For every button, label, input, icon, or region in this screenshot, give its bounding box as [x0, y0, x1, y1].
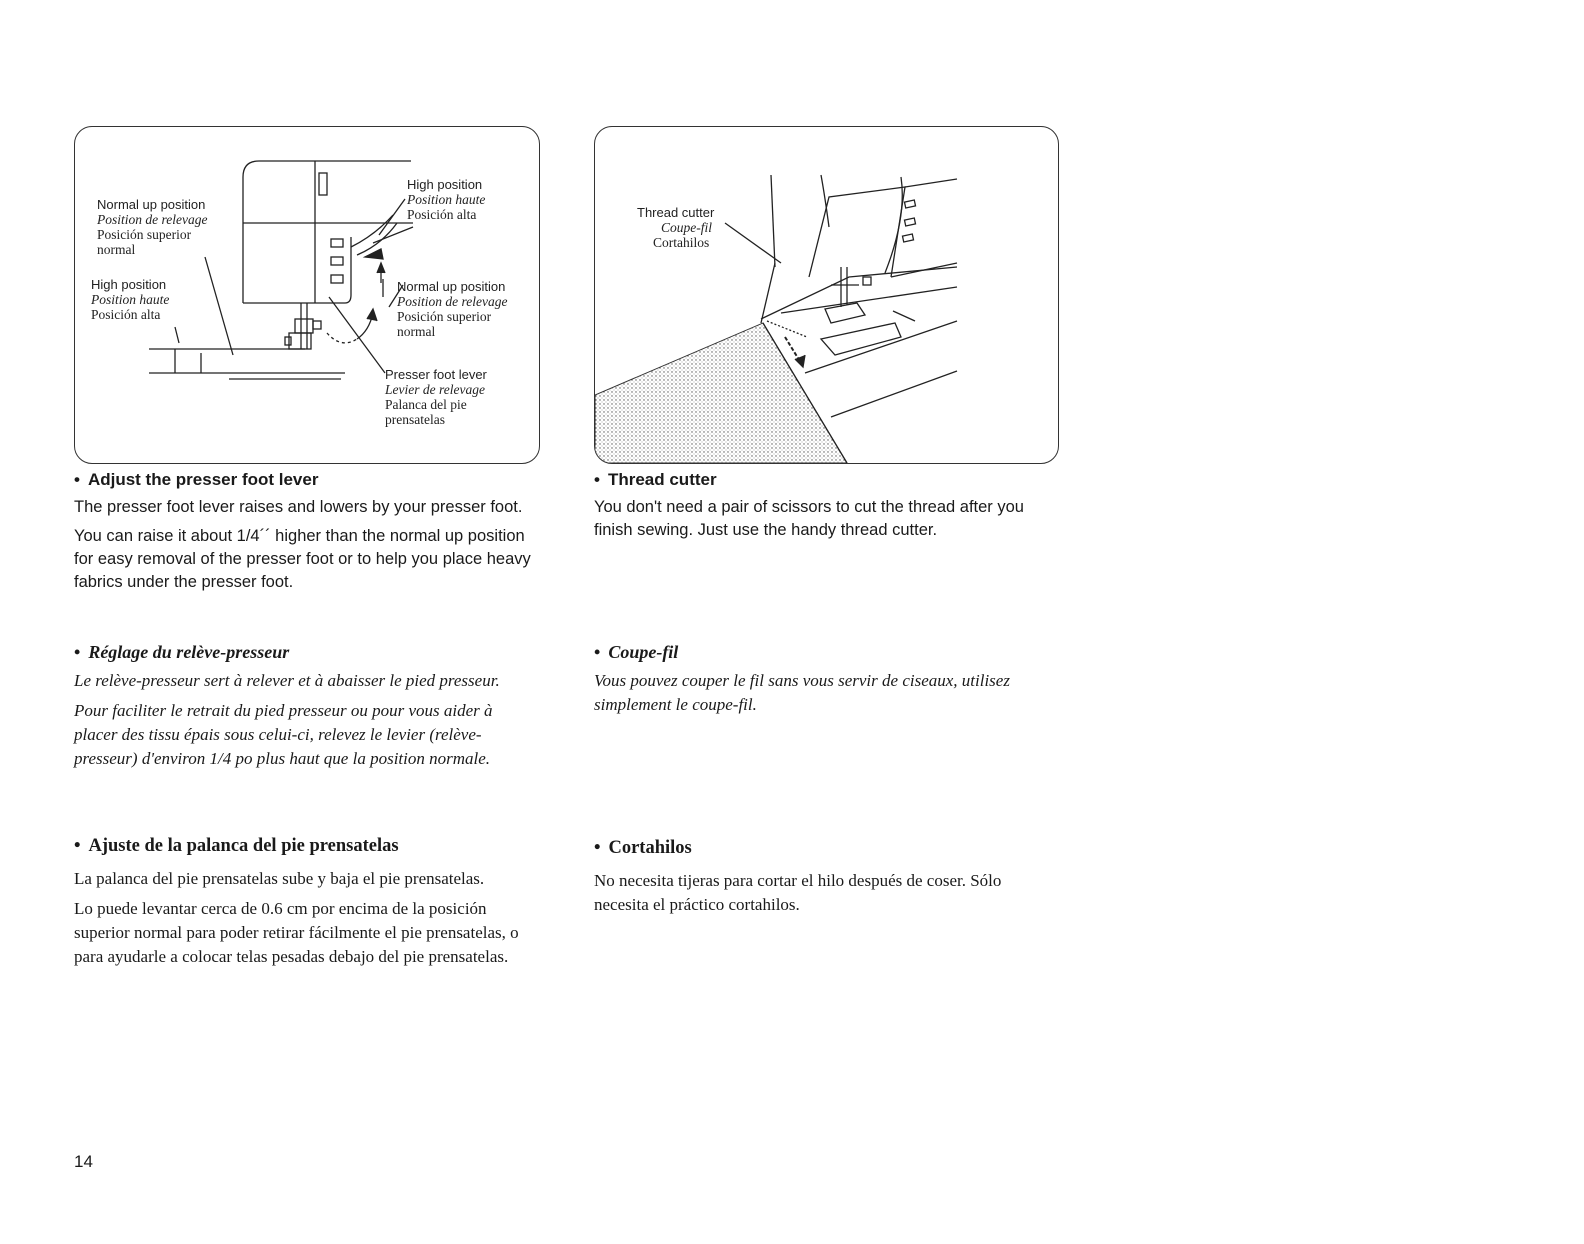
- label-fr: Position haute: [407, 192, 486, 207]
- thread-cutter-drawing: [595, 127, 1058, 463]
- section-fr-thread-cutter: [594, 642, 1059, 717]
- label-es-2: normal: [97, 242, 136, 257]
- fabric-shading: [595, 323, 847, 463]
- heading-es: [74, 836, 539, 857]
- bullet: •: [74, 836, 81, 856]
- label-es: Posición alta: [91, 307, 161, 322]
- heading-es: [594, 838, 1059, 859]
- heading-text: Ajuste de la palanca del pie prensatelas: [88, 836, 399, 856]
- label-en: Thread cutter: [637, 205, 715, 220]
- heading-text: Thread cutter: [607, 470, 717, 489]
- heading-en: [74, 470, 539, 490]
- label-normal-up-position: [97, 197, 207, 257]
- label-en: Normal up position: [97, 197, 206, 212]
- paragraph: Pour faciliter le retrait du pied presseur ou pour vous aider à placer des tissu épais sous celui-ci, relevez le levier (relève-presseur) d'environ 1/4 po plus haut que la position normale.: [74, 701, 493, 768]
- label-high-position-left: [91, 277, 169, 322]
- section-fr-presser-foot: [74, 642, 539, 771]
- section-es-presser-foot: [74, 836, 539, 969]
- heading-en: [594, 470, 1059, 490]
- bullet: •: [74, 642, 81, 662]
- label-en: High position: [407, 177, 483, 192]
- section-es-thread-cutter: [594, 838, 1059, 917]
- label-es-2: normal: [397, 324, 436, 339]
- section-en-thread-cutter: [594, 470, 1059, 542]
- paragraph: You don't need a pair of scissors to cut the thread after you finish sewing. Just use the handy thread cutter.: [594, 498, 1024, 539]
- label-high-position-right: [407, 177, 485, 222]
- bullet: •: [594, 838, 601, 858]
- label-normal-up-position-right: [397, 279, 507, 339]
- heading-text: Cortahilos: [608, 838, 692, 858]
- paragraph: You can raise it about 1/4´´ higher than the normal up position for easy removal of the presser foot or to help you place heavy fabrics under the presser foot.: [74, 527, 531, 591]
- label-es: Posición superior: [397, 309, 492, 324]
- label-en: Presser foot lever: [385, 367, 487, 382]
- label-fr: Levier de relevage: [385, 382, 485, 397]
- label-fr: Position haute: [91, 292, 170, 307]
- label-presser-foot-lever: [385, 367, 487, 427]
- section-en-presser-foot: [74, 470, 539, 594]
- paragraph: The presser foot lever raises and lowers by your presser foot.: [74, 498, 523, 516]
- heading-fr: [594, 642, 1059, 663]
- label-es-2: prensatelas: [385, 412, 445, 427]
- bullet: •: [594, 642, 601, 662]
- bullet: •: [74, 470, 80, 489]
- bullet: •: [594, 470, 600, 489]
- label-en: High position: [91, 277, 167, 292]
- page-number: 14: [74, 1152, 93, 1171]
- label-fr: Position de relevage: [97, 212, 208, 227]
- thread-cutter-illustration: [594, 126, 1059, 464]
- label-thread-cutter: [637, 205, 714, 250]
- paragraph: Vous pouvez couper le fil sans vous servir de ciseaux, utilisez simplement le coupe-fil.: [594, 671, 1010, 714]
- label-es: Posición superior: [97, 227, 192, 242]
- label-es: Palanca del pie: [385, 397, 467, 412]
- label-es: Posición alta: [407, 207, 477, 222]
- label-en: Normal up position: [397, 279, 506, 294]
- presser-foot-illustration: [74, 126, 540, 464]
- label-fr: Coupe-fil: [661, 220, 712, 235]
- heading-text: Adjust the presser foot lever: [87, 470, 319, 489]
- paragraph: No necesita tijeras para cortar el hilo después de coser. Sólo necesita el práctico cortahilos.: [594, 871, 1002, 914]
- paragraph: La palanca del pie prensatelas sube y baja el pie prensatelas.: [74, 869, 485, 888]
- heading-text: Réglage du relève-presseur: [88, 642, 290, 662]
- paragraph: Le relève-presseur sert à relever et à abaisser le pied presseur.: [74, 671, 500, 690]
- heading-text: Coupe-fil: [608, 642, 679, 662]
- label-fr: Position de relevage: [397, 294, 508, 309]
- label-es: Cortahilos: [653, 235, 710, 250]
- heading-fr: [74, 642, 539, 663]
- paragraph: Lo puede levantar cerca de 0.6 cm por encima de la posición superior normal para poder retirar fácilmente el pie prensatelas, o para ayudarle a colocar telas pesadas debajo del pie prensatelas.: [74, 899, 519, 966]
